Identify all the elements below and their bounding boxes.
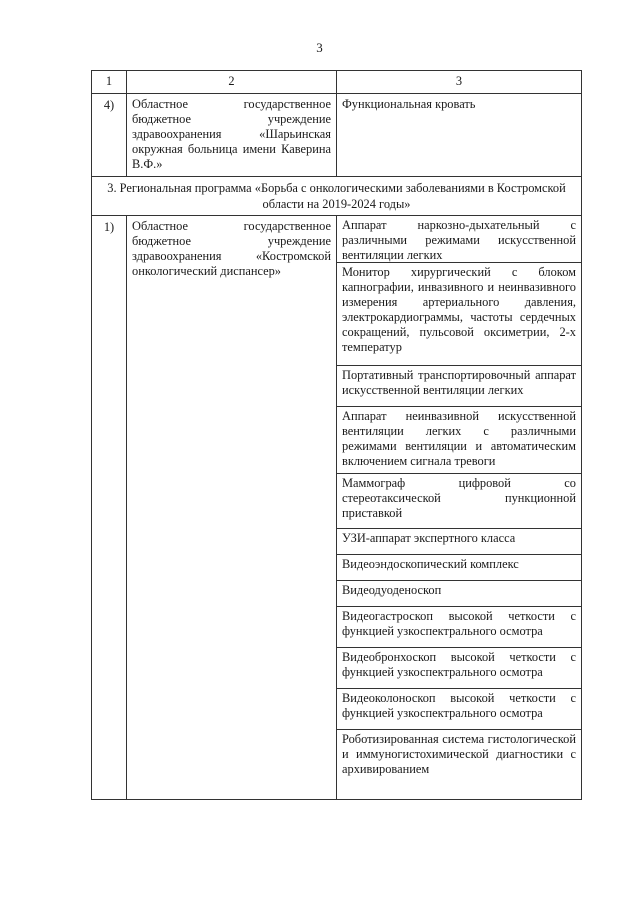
- row-number: 4): [92, 94, 127, 177]
- table-row: [92, 94, 582, 177]
- equipment-item: Роботизированная система гистологической и иммуногистохимической диагностики с архивированием: [342, 732, 576, 776]
- header-col-2: 2: [127, 71, 337, 94]
- header-col-3: 3: [337, 71, 582, 94]
- equipment-table: [91, 70, 582, 800]
- equipment-item: Аппарат неинвазивной искусственной вентиляции легких с различными режимами вентиляции и автоматическим включением сигнала тревоги: [337, 407, 581, 474]
- organization-cell: Областное государственное бюджетное учреждение здравоохранения «Шарьинская окружная больница имени Каверина В.Ф.»: [127, 94, 337, 177]
- section-header-row: [92, 177, 582, 216]
- row-number: 1): [92, 216, 127, 800]
- equipment-item: Видеоколоноскоп высокой четкости с функцией узкоспектрального осмотра: [337, 689, 581, 730]
- equipment-item: Аппарат наркозно-дыхательный с различными режимами искусственной вентиляции легких: [337, 216, 581, 263]
- equipment-item: Видеобронхоскоп высокой четкости с функцией узкоспектрального осмотра: [337, 648, 581, 689]
- organization-cell: Областное государственное бюджетное учреждение здравоохранения «Костромской онкологический диспансер»: [127, 216, 337, 800]
- equipment-item: Маммограф цифровой со стереотаксической пункционной приставкой: [337, 474, 581, 529]
- section-title: 3. Региональная программа «Борьба с онкологическими заболеваниями в Костромской области на 2019-2024 годы»: [92, 177, 582, 216]
- equipment-item: УЗИ-аппарат экспертного класса: [337, 529, 581, 555]
- equipment-item: Видеогастроскоп высокой четкости с функцией узкоспектрального осмотра: [337, 607, 581, 648]
- equipment-item: Видеодуоденоскоп: [337, 581, 581, 607]
- equipment-item: Портативный транспортировочный аппарат искусственной вентиляции легких: [337, 366, 581, 407]
- equipment-item: Монитор хирургический с блоком капнографии, инвазивного и неинвазивного измерения артериального давления, электрокардиограммы, частоты сердечных сокращений, пульсовой оксиметрии, 2-х температур: [337, 263, 581, 366]
- table-row: [92, 216, 582, 800]
- header-col-1: 1: [92, 71, 127, 94]
- equipment-item: Видеоэндоскопический комплекс: [337, 555, 581, 581]
- table-header-row: [92, 71, 582, 94]
- page-number: 3: [316, 40, 323, 55]
- equipment-list: [337, 216, 582, 800]
- equipment-cell: Функциональная кровать: [337, 94, 582, 177]
